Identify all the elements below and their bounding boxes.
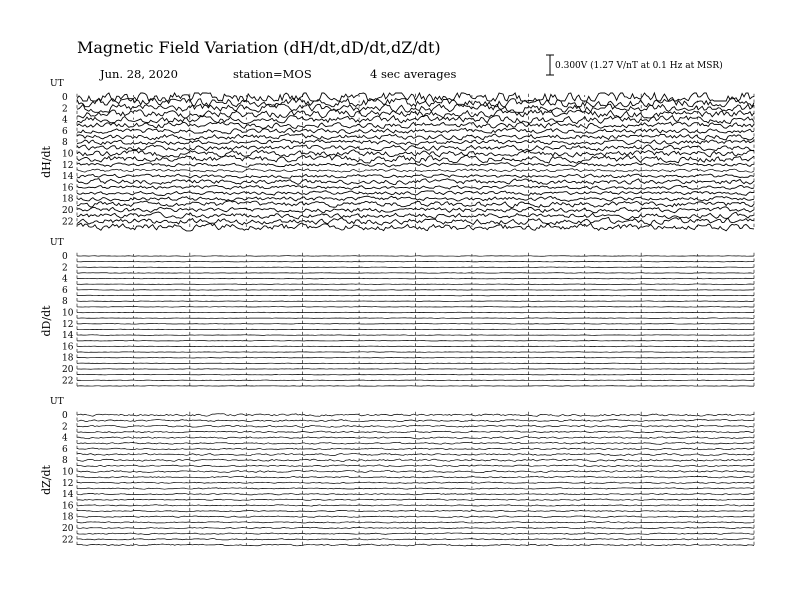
- row-label: 6: [62, 285, 68, 296]
- row-label: 4: [62, 433, 68, 444]
- panel-ylabel: dD/dt: [40, 305, 53, 337]
- ut-axis-label: UT: [50, 397, 64, 407]
- row-label: 14: [62, 172, 74, 183]
- row-label: 6: [62, 126, 68, 137]
- row-label: 4: [62, 274, 68, 285]
- row-label: 8: [62, 456, 68, 467]
- row-label: 12: [62, 319, 74, 330]
- row-label: 2: [62, 104, 68, 115]
- row-label: 18: [62, 353, 74, 364]
- row-label: 22: [62, 217, 74, 228]
- row-label: 10: [62, 149, 74, 160]
- ut-axis-label: UT: [50, 79, 64, 89]
- row-label: 10: [62, 308, 74, 319]
- scale-bar: [546, 55, 554, 75]
- row-label: 16: [62, 342, 74, 353]
- row-label: 22: [62, 535, 74, 546]
- row-label: 8: [62, 297, 68, 308]
- panel-dH-dt: [40, 79, 754, 231]
- row-label: 0: [62, 411, 68, 421]
- panel-ylabel: dZ/dt: [40, 465, 53, 495]
- station-label: station=MOS: [233, 67, 312, 81]
- panels-group: [40, 79, 754, 546]
- row-label: 12: [62, 478, 74, 489]
- row-label: 8: [62, 138, 68, 149]
- row-label: 2: [62, 422, 68, 433]
- row-label: 12: [62, 160, 74, 171]
- row-label: 14: [62, 331, 74, 342]
- row-label: 20: [62, 524, 74, 534]
- row-label: 10: [62, 467, 74, 478]
- ut-axis-label: UT: [50, 238, 64, 248]
- row-label: 2: [62, 263, 68, 274]
- row-label: 16: [62, 183, 74, 194]
- date-label: Jun. 28, 2020: [100, 67, 178, 81]
- row-label: 4: [62, 115, 68, 126]
- panel-ylabel: dH/dt: [40, 146, 53, 178]
- chart-title: Magnetic Field Variation (dH/dt,dD/dt,dZ/dt): [77, 38, 441, 57]
- averaging-label: 4 sec averages: [370, 67, 457, 81]
- row-label: 20: [62, 365, 74, 375]
- scale-label: 0.300V (1.27 V/nT at 0.1 Hz at MSR): [555, 61, 723, 71]
- row-label: 14: [62, 490, 74, 501]
- row-label: 0: [62, 93, 68, 103]
- panel-dD-dt: [40, 238, 754, 386]
- row-label: 18: [62, 194, 74, 205]
- row-label: 6: [62, 444, 68, 455]
- row-label: 0: [62, 252, 68, 262]
- row-label: 20: [62, 206, 74, 216]
- row-label: 18: [62, 512, 74, 523]
- panel-dZ-dt: [40, 397, 754, 546]
- row-label: 22: [62, 376, 74, 387]
- row-label: 16: [62, 501, 74, 512]
